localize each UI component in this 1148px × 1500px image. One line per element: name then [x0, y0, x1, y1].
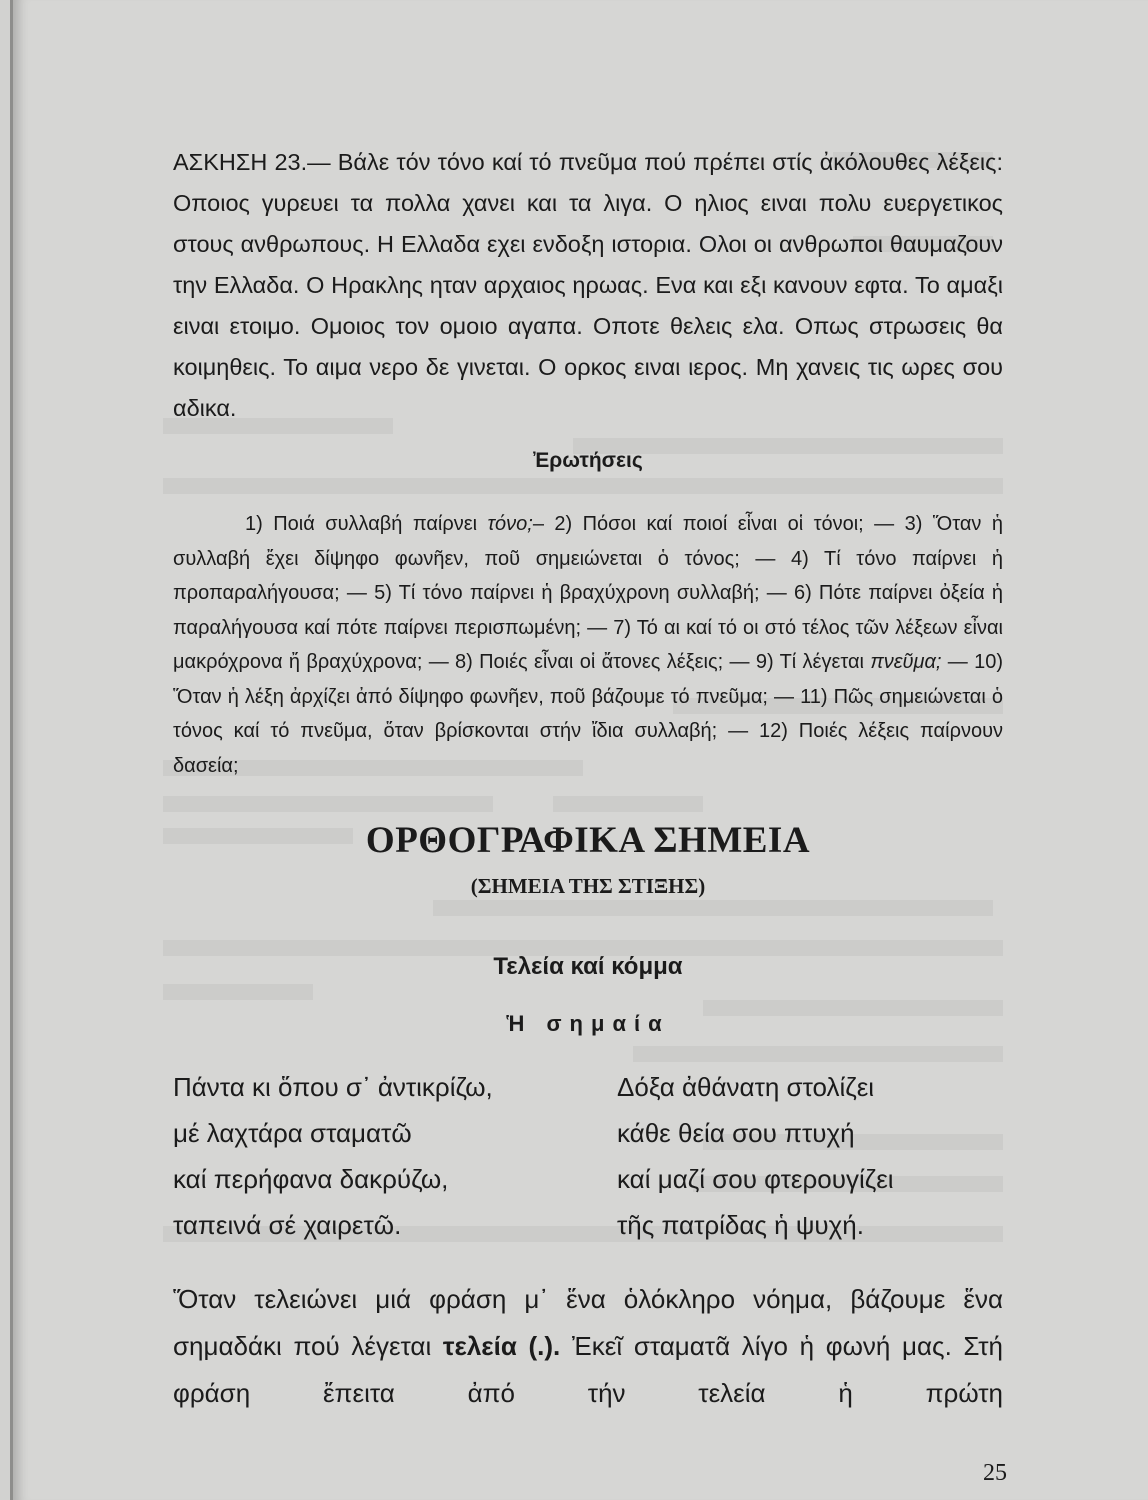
poem-line: καί μαζί σου φτερουγίζει: [617, 1164, 894, 1194]
exercise-23: ΑΣΚΗΣΗ 23.— Βάλε τόν τόνο καί τό πνεῦμα πού πρέπει στίς ἀκόλουθες λέξεις: Οποιος γυρευει τα πολλα χανει και τα λιγα. Ο ηλιος ειναι πολυ ευεργετικος στους ανθρωπους. Η Ελλαδα εχει ενδοξη ιστορια. Ολοι οι ανθρωποι θαυμαζουν την Ελλαδα. Ο Ηρακλης ηταν αρχαιος ηρωας. Ενα και εξι κανουν εφτα. Το αμαξι ειναι ετοιμο. Ομοιος τον ομοιο αγαπα. Οποτε θελεις ελα. Οπως στρωσεις θα κοιμηθεις. Το αιμα νερο δε γινεται. Ο ορκος ειναι ιερος. Μη χανεις τις ωρες σου αδικα.: [173, 149, 1003, 421]
poem-line: μέ λαχτάρα σταματῶ: [173, 1118, 412, 1148]
section-title: ΟΡΘΟΓΡΑΦΙΚΑ ΣΗΜΕΙΑ: [365, 820, 811, 861]
questions-paragraph: [173, 507, 1003, 783]
body-bold-teleia: τελεία (.).: [442, 1331, 561, 1361]
questions-list: [173, 507, 1003, 783]
questions-text-3: — 10) Ὅταν ἡ λέξη ἀρχίζει ἀπό δίψηφο φωνῆεν, ποῦ βάζουμε τό πνεῦμα; — 11) Πῶς σημειώνεται ὁ τόνος καί τό πνεῦμα, ὅταν βρίσκονται στήν ἴδια συλλαβή; — 12) Ποιές λέξεις παίρνουν δασεία;: [173, 651, 1003, 777]
questions-heading: Ἐρωτήσεις: [533, 449, 643, 472]
questions-text-1: 1) Ποιά συλλαβή παίρνει: [245, 513, 488, 535]
subsection-title: Τελεία καί κόμμα: [493, 953, 683, 980]
poem-right-stanza: [617, 1064, 894, 1248]
questions-italic-tono: τόνο;: [487, 513, 533, 535]
section-subtitle: (ΣΗΜΕΙΑ ΤΗΣ ΣΤΙΞΗΣ): [470, 874, 706, 898]
body-paragraph: [173, 1276, 1003, 1417]
poem-left-stanza: [173, 1064, 493, 1248]
poem-line: Δόξα ἀθάνατη στολίζει: [617, 1072, 875, 1102]
poem-line: Πάντα κι ὅπου σ᾽ ἀντικρίζω,: [173, 1072, 493, 1102]
book-page: [10, 0, 1148, 1500]
poem-title: Ἡ σημαία: [506, 1011, 670, 1036]
poem-line: καί περήφανα δακρύζω,: [173, 1164, 449, 1194]
page-number: 25: [983, 1460, 1007, 1486]
body-text-1: Ὅταν τελειώνει μιά φράση μ᾽ ἕνα ὁλόκληρο νόημα, βάζουμε ἕνα σημαδάκι πού λέγεται: [173, 1284, 1003, 1361]
poem-line: κάθε θεία σου πτυχή: [617, 1118, 855, 1148]
questions-text-2: – 2) Πόσοι καί ποιοί εἶναι οἱ τόνοι; — 3) Ὅταν ἡ συλλαβή ἔχει δίψηφο φωνῆεν, ποῦ σημειώνεται ὁ τόνος; — 4) Τί τόνο παίρνει ἡ προπαραλήγουσα; — 5) Τί τόνο παίρνει ἡ βραχύχρονη συλλαβή; — 6) Πότε παίρνει ὀξεία ἡ παραλήγουσα καί πότε παίρνει περισπωμένη; — 7) Τό αι καί τό οι στό τέλος τῶν λέξεων εἶναι μακρόχρονα ἤ βραχύχρονα; — 8) Ποιές εἶναι οἱ ἄτονες λέξεις; — 9) Τί λέγεται: [173, 513, 1003, 673]
body-text-2: Ἐκεῖ σταματᾶ λίγο ἡ φωνή μας. Στή φράση ἔπειτα ἀπό τήν τελεία ἡ πρώτη: [173, 1331, 1003, 1408]
poem-line: ταπεινά σέ χαιρετῶ.: [173, 1210, 402, 1240]
poem-line: τῆς πατρίδας ἡ ψυχή.: [617, 1210, 864, 1240]
questions-italic-pneuma: πνεῦμα;: [870, 651, 942, 673]
